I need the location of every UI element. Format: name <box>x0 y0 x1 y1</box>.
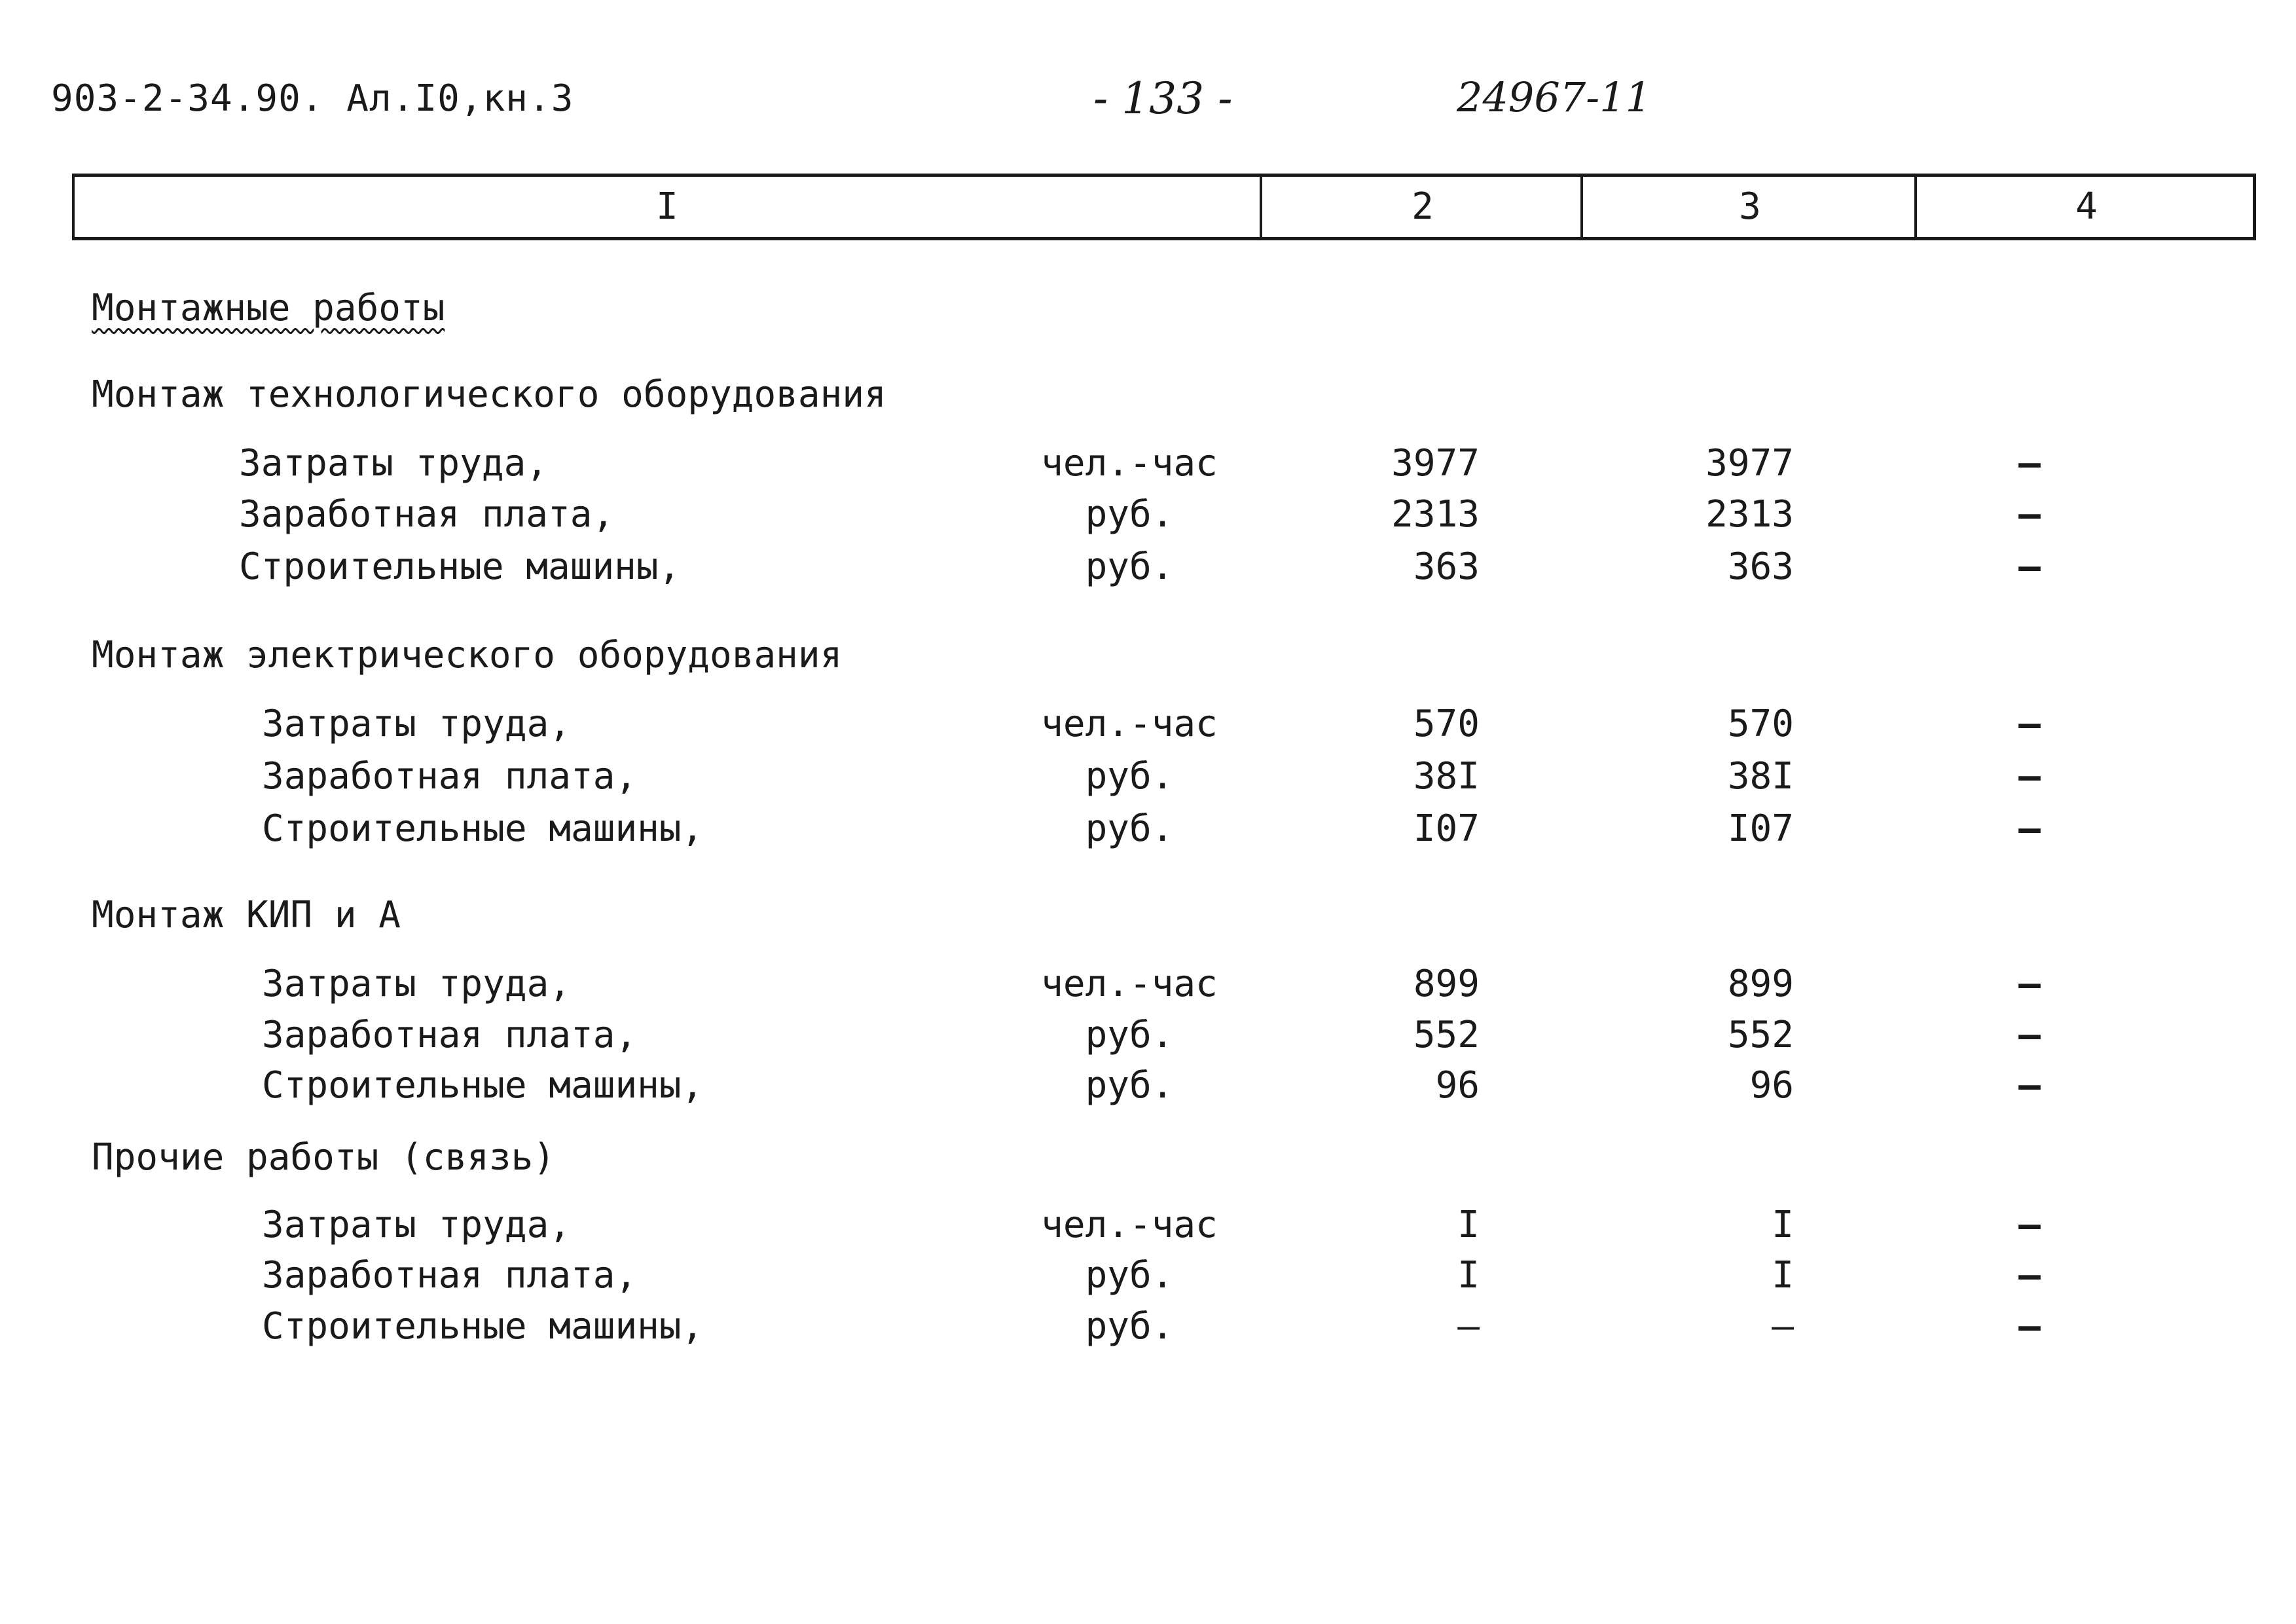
row-label: Строительные машины, <box>239 545 681 588</box>
row-label: Заработная плата, <box>239 493 615 536</box>
section-title: Монтажные работы <box>92 287 445 329</box>
row-value-col4: – <box>2018 703 2041 745</box>
row-unit: чел.-час <box>1041 442 1218 485</box>
group-title: Прочие работы (связь) <box>92 1136 556 1179</box>
row-unit: чел.-час <box>1041 703 1218 745</box>
row-value-col3: 38I <box>1727 755 1794 798</box>
row-value-col2: 363 <box>1413 545 1480 588</box>
row-value-col2: 899 <box>1413 963 1480 1005</box>
document-code: 903-2-34.90. Ал.I0,кн.3 <box>51 77 574 120</box>
row-unit: руб. <box>1085 755 1174 798</box>
group-title: Монтаж электрического оборудования <box>92 634 843 676</box>
row-label: Затраты труда, <box>262 703 572 745</box>
row-value-col3: I07 <box>1727 807 1794 850</box>
table-row <box>0 703 2296 748</box>
row-value-col3: 3977 <box>1705 442 1794 485</box>
row-unit: руб. <box>1085 1064 1174 1107</box>
row-value-col2: 552 <box>1413 1014 1480 1056</box>
row-label: Строительные машины, <box>262 807 704 850</box>
row-unit: руб. <box>1085 1305 1174 1348</box>
row-unit: руб. <box>1085 1014 1174 1056</box>
row-unit: руб. <box>1085 493 1174 536</box>
row-label: Заработная плата, <box>262 755 638 798</box>
row-value-col2: I <box>1457 1254 1480 1297</box>
group-title: Монтаж технологического оборудования <box>92 373 886 416</box>
table-row <box>0 1064 2296 1110</box>
row-label: Строительные машины, <box>262 1305 704 1348</box>
row-value-col3: 363 <box>1727 545 1794 588</box>
row-value-col4: – <box>2018 442 2041 485</box>
row-value-col4: – <box>2018 755 2041 798</box>
group-title: Монтаж КИП и А <box>92 894 401 936</box>
row-label: Затраты труда, <box>262 963 572 1005</box>
page-number: - 133 - <box>1093 73 1233 124</box>
row-value-col3: – <box>1772 1305 1794 1348</box>
row-value-col2: 3977 <box>1391 442 1480 485</box>
row-value-col3: 570 <box>1727 703 1794 745</box>
row-value-col4: – <box>2018 963 2041 1005</box>
row-value-col3: 2313 <box>1705 493 1794 536</box>
row-label: Строительные машины, <box>262 1064 704 1107</box>
row-value-col4: – <box>2018 1064 2041 1107</box>
table-row <box>0 1305 2296 1351</box>
row-value-col2: 570 <box>1413 703 1480 745</box>
column-header-3: 3 <box>1580 177 1917 237</box>
table-row <box>0 1204 2296 1249</box>
column-header-1: I <box>656 185 678 228</box>
row-value-col3: 899 <box>1727 963 1794 1005</box>
row-value-col4: – <box>2018 1014 2041 1056</box>
row-unit: руб. <box>1085 807 1174 850</box>
table-row <box>0 1014 2296 1060</box>
table-row <box>0 807 2296 853</box>
row-value-col4: – <box>2018 1204 2041 1246</box>
row-value-col4: – <box>2018 545 2041 588</box>
row-value-col3: I <box>1772 1204 1794 1246</box>
row-value-col2: – <box>1457 1305 1480 1348</box>
row-value-col2: 38I <box>1413 755 1480 798</box>
row-value-col2: 96 <box>1435 1064 1480 1107</box>
row-unit: руб. <box>1085 1254 1174 1297</box>
row-value-col2: I <box>1457 1204 1480 1246</box>
document-number: 24967-11 <box>1457 73 1652 121</box>
row-value-col2: I07 <box>1413 807 1480 850</box>
row-value-col3: 552 <box>1727 1014 1794 1056</box>
row-label: Затраты труда, <box>239 442 549 485</box>
table-row <box>0 963 2296 1008</box>
column-header-row <box>72 174 2256 240</box>
column-header-4: 4 <box>1914 177 2256 237</box>
row-value-col4: – <box>2018 493 2041 536</box>
row-label: Заработная плата, <box>262 1254 638 1297</box>
row-value-col3: 96 <box>1749 1064 1794 1107</box>
table-row <box>0 1254 2296 1300</box>
table-row <box>0 442 2296 488</box>
row-label: Затраты труда, <box>262 1204 572 1246</box>
row-value-col4: – <box>2018 1305 2041 1348</box>
table-row <box>0 755 2296 801</box>
row-unit: чел.-час <box>1041 1204 1218 1246</box>
row-value-col4: – <box>2018 807 2041 850</box>
column-header-2: 2 <box>1260 177 1583 237</box>
row-value-col4: – <box>2018 1254 2041 1297</box>
row-unit: чел.-час <box>1041 963 1218 1005</box>
row-unit: руб. <box>1085 545 1174 588</box>
table-row <box>0 493 2296 539</box>
row-value-col2: 2313 <box>1391 493 1480 536</box>
table-row <box>0 545 2296 591</box>
row-value-col3: I <box>1772 1254 1794 1297</box>
row-label: Заработная плата, <box>262 1014 638 1056</box>
